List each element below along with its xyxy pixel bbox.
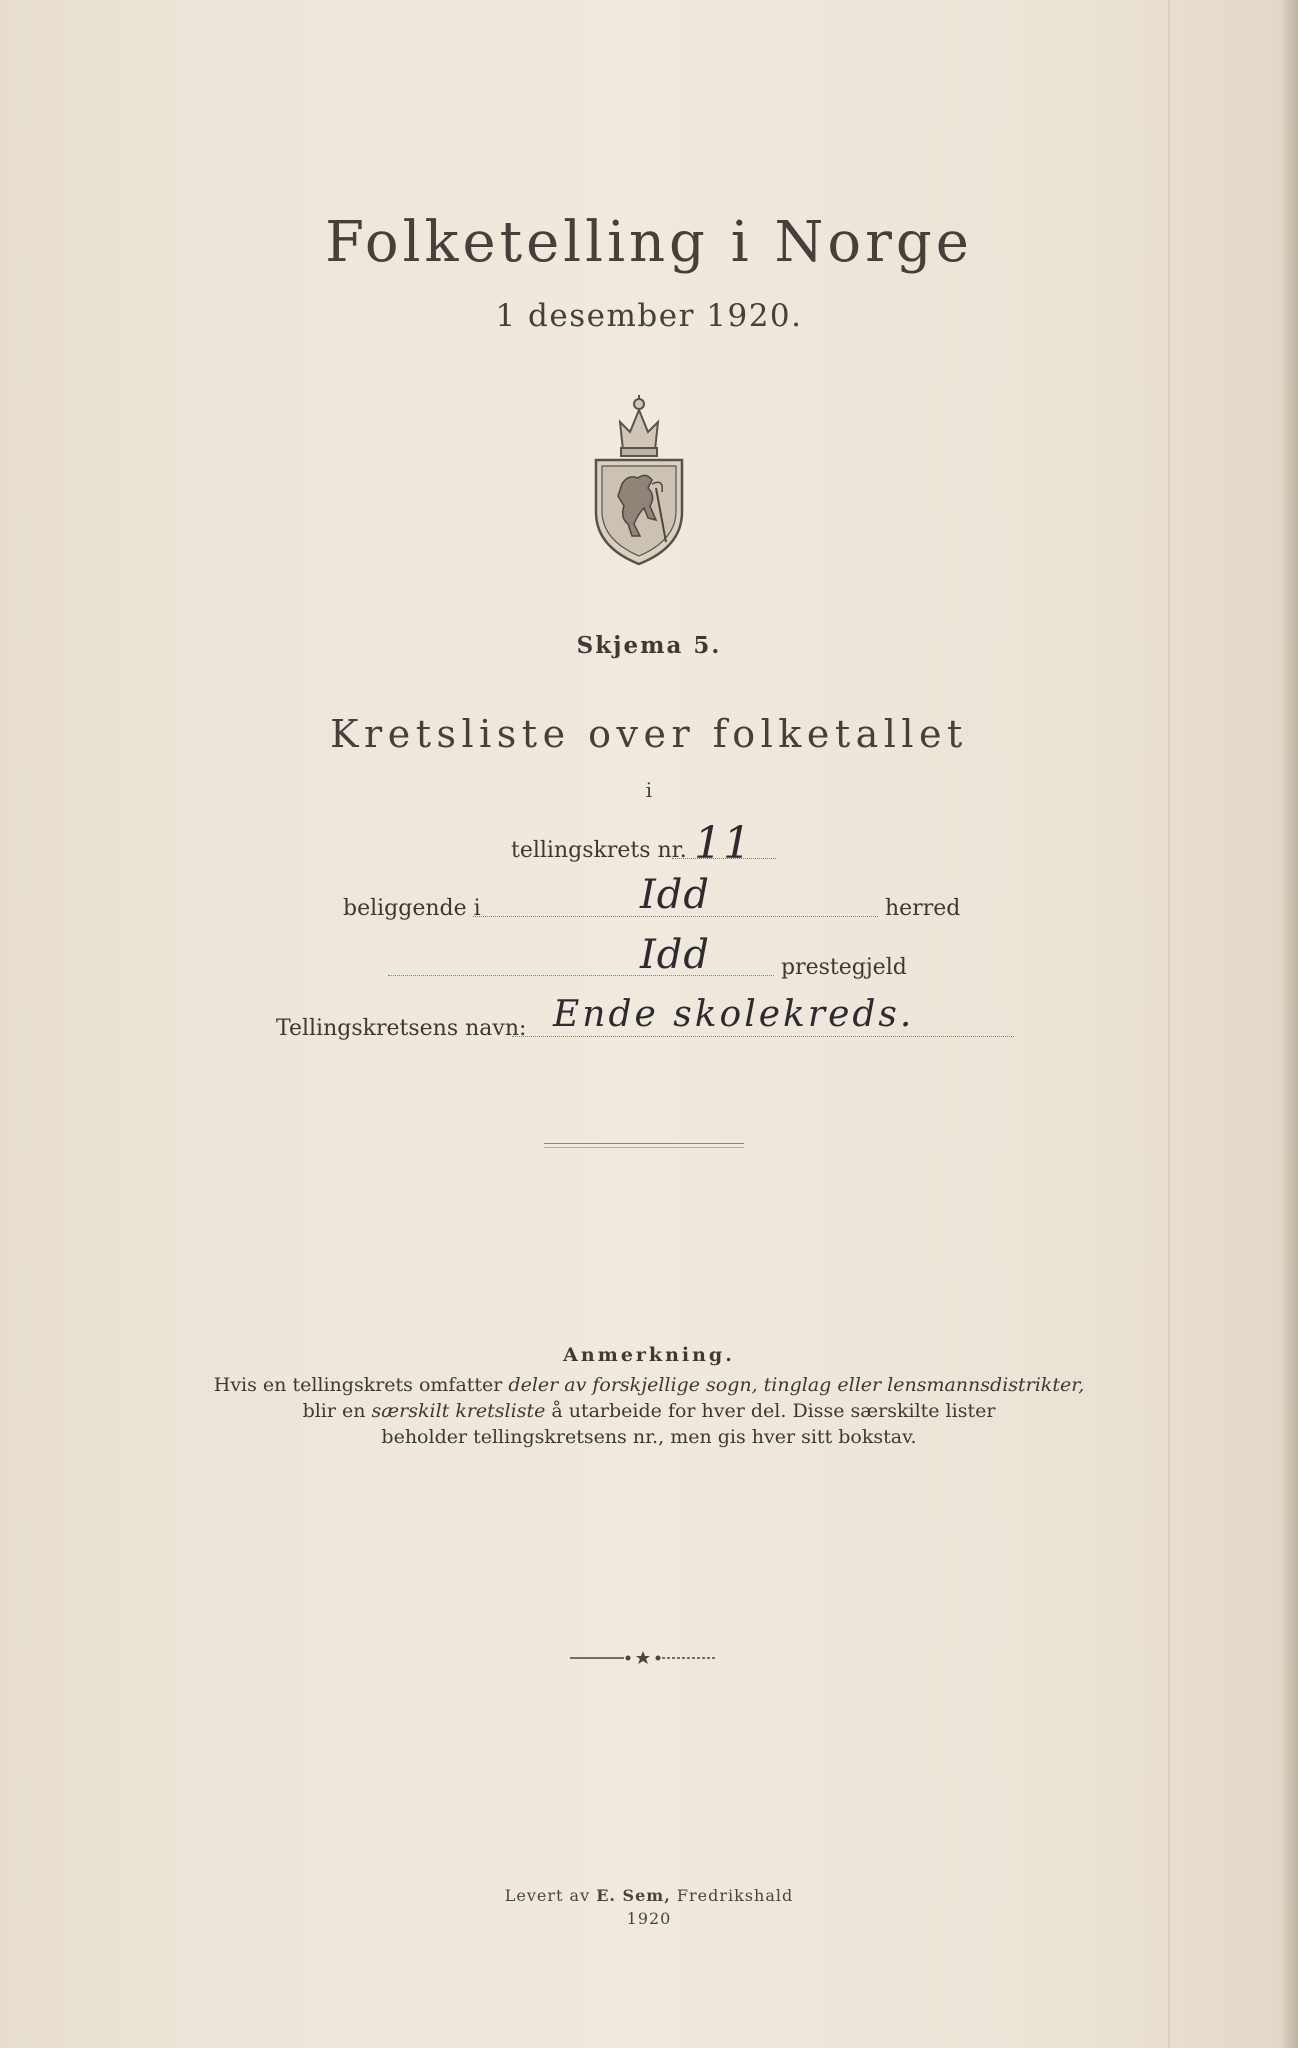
note-line-1 (0, 1372, 1298, 1398)
note-line-1-italic: deler av forskjellige sogn, tinglag eller lensmannsdistrikter, (508, 1374, 1085, 1396)
printer-name: E. Sem, (596, 1886, 671, 1905)
prestegjeld-label: prestegjeld (781, 955, 907, 980)
herred-value: Idd (640, 872, 711, 918)
preposition-text: i (645, 778, 653, 802)
note-line-2-text-c: å utarbeide for hver del. Disse særskilte lister (545, 1400, 996, 1422)
prestegjeld-dotline (388, 975, 774, 976)
beliggende-label: beliggende i (343, 896, 481, 921)
note-line-2-text-a: blir en (302, 1400, 372, 1422)
separator-rule-secondary (544, 1147, 744, 1148)
norwegian-coat-of-arms-icon (590, 392, 688, 568)
printer-credit (0, 1886, 1298, 1905)
note-line-1-text: Hvis en tellingskrets omfatter (213, 1374, 509, 1396)
navn-dotline (512, 1036, 1014, 1037)
printer-year: 1920 (626, 1909, 672, 1928)
navn-value: Ende skolekreds. (553, 994, 915, 1035)
printer-place: Fredrikshald (670, 1886, 794, 1905)
prestegjeld-value: Idd (640, 932, 711, 978)
note-line-2-italic: særskilt kretsliste (371, 1400, 546, 1422)
tellingskrets-value: 11 (694, 818, 752, 869)
form-subtitle: Kretsliste over folketallet (330, 712, 968, 756)
form-number: Skjema 5. (576, 632, 722, 659)
printer-prefix: Levert av (504, 1886, 597, 1905)
note-heading: Anmerkning. (563, 1344, 735, 1366)
tellingskrets-label: tellingskrets nr. (511, 838, 687, 863)
separator-rule (544, 1143, 744, 1144)
note-line-3: beholder tellingskretsens nr., men gis hver sitt bokstav. (381, 1426, 917, 1448)
form-date: 1 desember 1920. (495, 298, 803, 334)
herred-label: herred (885, 896, 961, 921)
note-line-2 (0, 1398, 1298, 1424)
form-title: Folketelling i Norge (325, 210, 973, 275)
navn-label: Tellingskretsens navn: (276, 1016, 527, 1041)
star-divider-icon (568, 1648, 718, 1668)
